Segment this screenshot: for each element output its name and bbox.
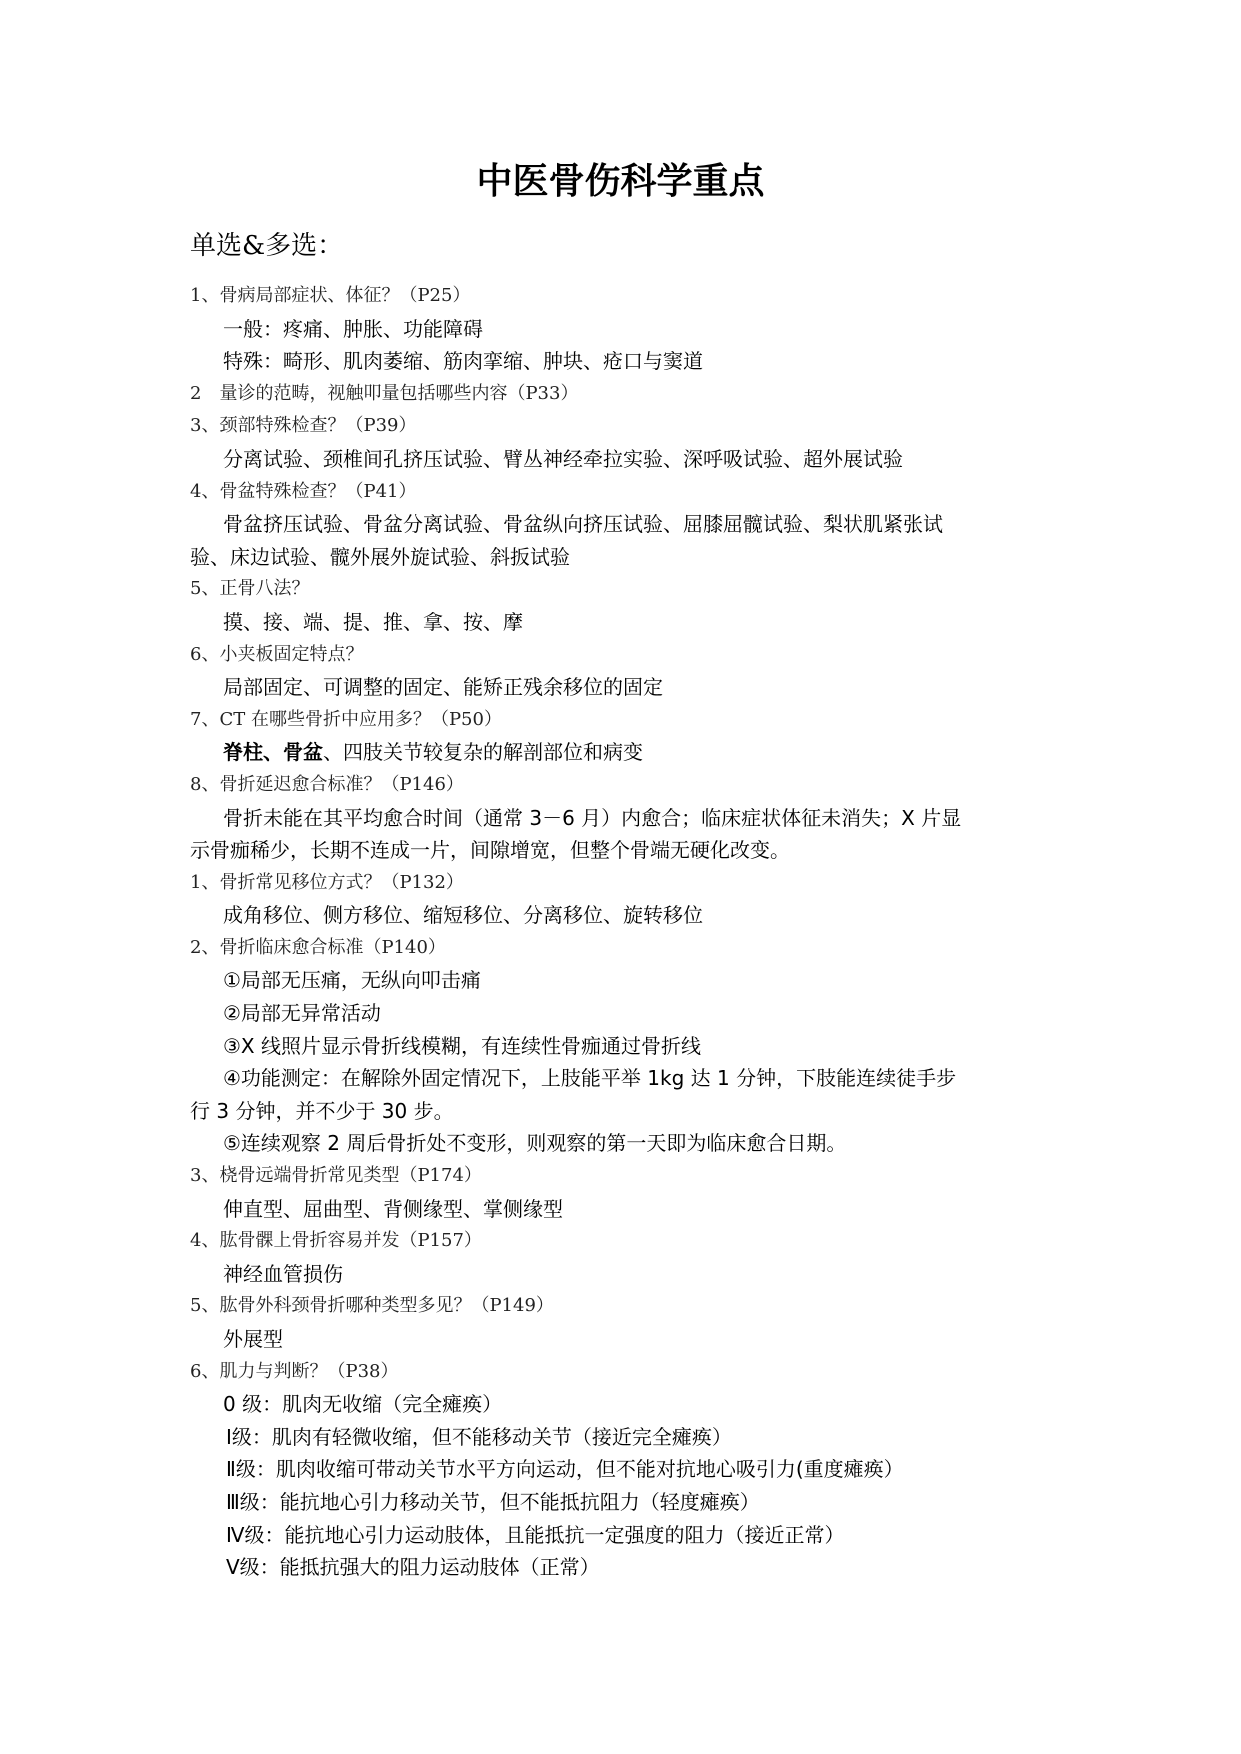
question-11: 3、桡骨远端骨折常见类型（P174）: [190, 1165, 482, 1187]
muscle-grade-0: 0 级：肌肉无收缩（完全瘫痪）: [223, 1392, 503, 1417]
answer-10-item-1: ①局部无压痛，无纵向叩击痛: [223, 968, 481, 993]
muscle-grade-3: Ⅲ级：能抗地心引力移动关节，但不能抵抗阻力（轻度瘫痪）: [226, 1489, 760, 1514]
question-8: 8、骨折延迟愈合标准？（P146）: [190, 773, 464, 795]
question-6: 6、小夹板固定特点？: [190, 643, 364, 665]
question-13: 5、肱骨外科颈骨折哪种类型多见？（P149）: [190, 1295, 554, 1317]
answer-8-line-1: 骨折未能在其平均愈合时间（通常 3－6 月）内愈合；临床症状体征未消失；X 片显: [223, 805, 962, 830]
answer-11: 伸直型、屈曲型、背侧缘型、掌侧缘型: [223, 1196, 563, 1221]
muscle-grade-1: Ⅰ级：肌肉有轻微收缩，但不能移动关节（接近完全瘫痪）: [226, 1424, 732, 1449]
answer-4-line-2: 验、床边试验、髋外展外旋试验、斜扳试验: [190, 544, 570, 569]
question-10: 2、骨折临床愈合标准（P140）: [190, 936, 446, 958]
question-9: 1、骨折常见移位方式？（P132）: [190, 871, 464, 893]
answer-12: 神经血管损伤: [223, 1261, 343, 1286]
answer-5: 摸、接、端、提、推、拿、按、摩: [223, 609, 523, 634]
question-3: 3、颈部特殊检查？（P39）: [190, 415, 417, 437]
answer-3: 分离试验、颈椎间孔挤压试验、臂丛神经牵拉实验、深呼吸试验、超外展试验: [223, 446, 903, 471]
answer-8-line-2: 示骨痂稀少，长期不连成一片，间隙增宽，但整个骨端无硬化改变。: [190, 838, 790, 863]
answer-10-item-2: ②局部无异常活动: [223, 1001, 381, 1026]
question-14: 6、肌力与判断？（P38）: [190, 1360, 399, 1382]
question-1: 1、骨病局部症状、体征？（P25）: [190, 285, 471, 306]
answer-10-item-5: ⑤连续观察 2 周后骨折处不变形，则观察的第一天即为临床愈合日期。: [223, 1131, 847, 1156]
muscle-grade-5: Ⅴ级：能抵抗强大的阻力运动肢体（正常）: [226, 1555, 600, 1580]
answer-7: [190, 736, 1070, 769]
muscle-grade-4: Ⅳ级：能抗地心引力运动肢体，且能抵抗一定强度的阻力（接近正常）: [226, 1522, 845, 1547]
section-heading: 单选&多选：: [190, 231, 344, 261]
answer-4-line-1: 骨盆挤压试验、骨盆分离试验、骨盆纵向挤压试验、屈膝屈髋试验、梨状肌紧张试: [223, 512, 943, 537]
answer-10-item-4: ④功能测定：在解除外固定情况下，上肢能平举 1kg 达 1 分钟，下肢能连续徒手步: [223, 1066, 957, 1091]
question-4: 4、骨盆特殊检查？（P41）: [190, 480, 417, 502]
document-title: 中医骨伤科学重点: [476, 161, 765, 202]
question-12: 4、肱骨髁上骨折容易并发（P157）: [190, 1230, 482, 1252]
question-2: 2 量诊的范畴，视触叩量包括哪些内容（P33）: [190, 382, 579, 404]
answer-10-item-4-cont: 行 3 分钟，并不少于 30 步。: [190, 1098, 454, 1123]
question-list: [190, 280, 1070, 1584]
answer-1-general: 一般：疼痛、肿胀、功能障碍: [223, 316, 483, 341]
question-7: 7、CT 在哪些骨折中应用多？（P50）: [190, 708, 502, 730]
muscle-grade-2: Ⅱ级：肌肉收缩可带动关节水平方向运动，但不能对抗地心吸引力(重度瘫痪）: [226, 1457, 904, 1482]
answer-1-special: 特殊：畸形、肌肉萎缩、筋肉挛缩、肿块、疮口与窦道: [223, 349, 703, 374]
question-5: 5、正骨八法？: [190, 578, 310, 600]
answer-6: 局部固定、可调整的固定、能矫正残余移位的固定: [223, 675, 663, 700]
answer-7-emphasis: 脊柱、骨盆: [223, 740, 323, 765]
answer-7-rest: 、四肢关节较复杂的解剖部位和病变: [323, 740, 643, 765]
answer-13: 外展型: [223, 1327, 283, 1351]
answer-10-item-3: ③X 线照片显示骨折线模糊，有连续性骨痂通过骨折线: [223, 1033, 701, 1058]
answer-9: 成角移位、侧方移位、缩短移位、分离移位、旋转移位: [223, 903, 703, 928]
